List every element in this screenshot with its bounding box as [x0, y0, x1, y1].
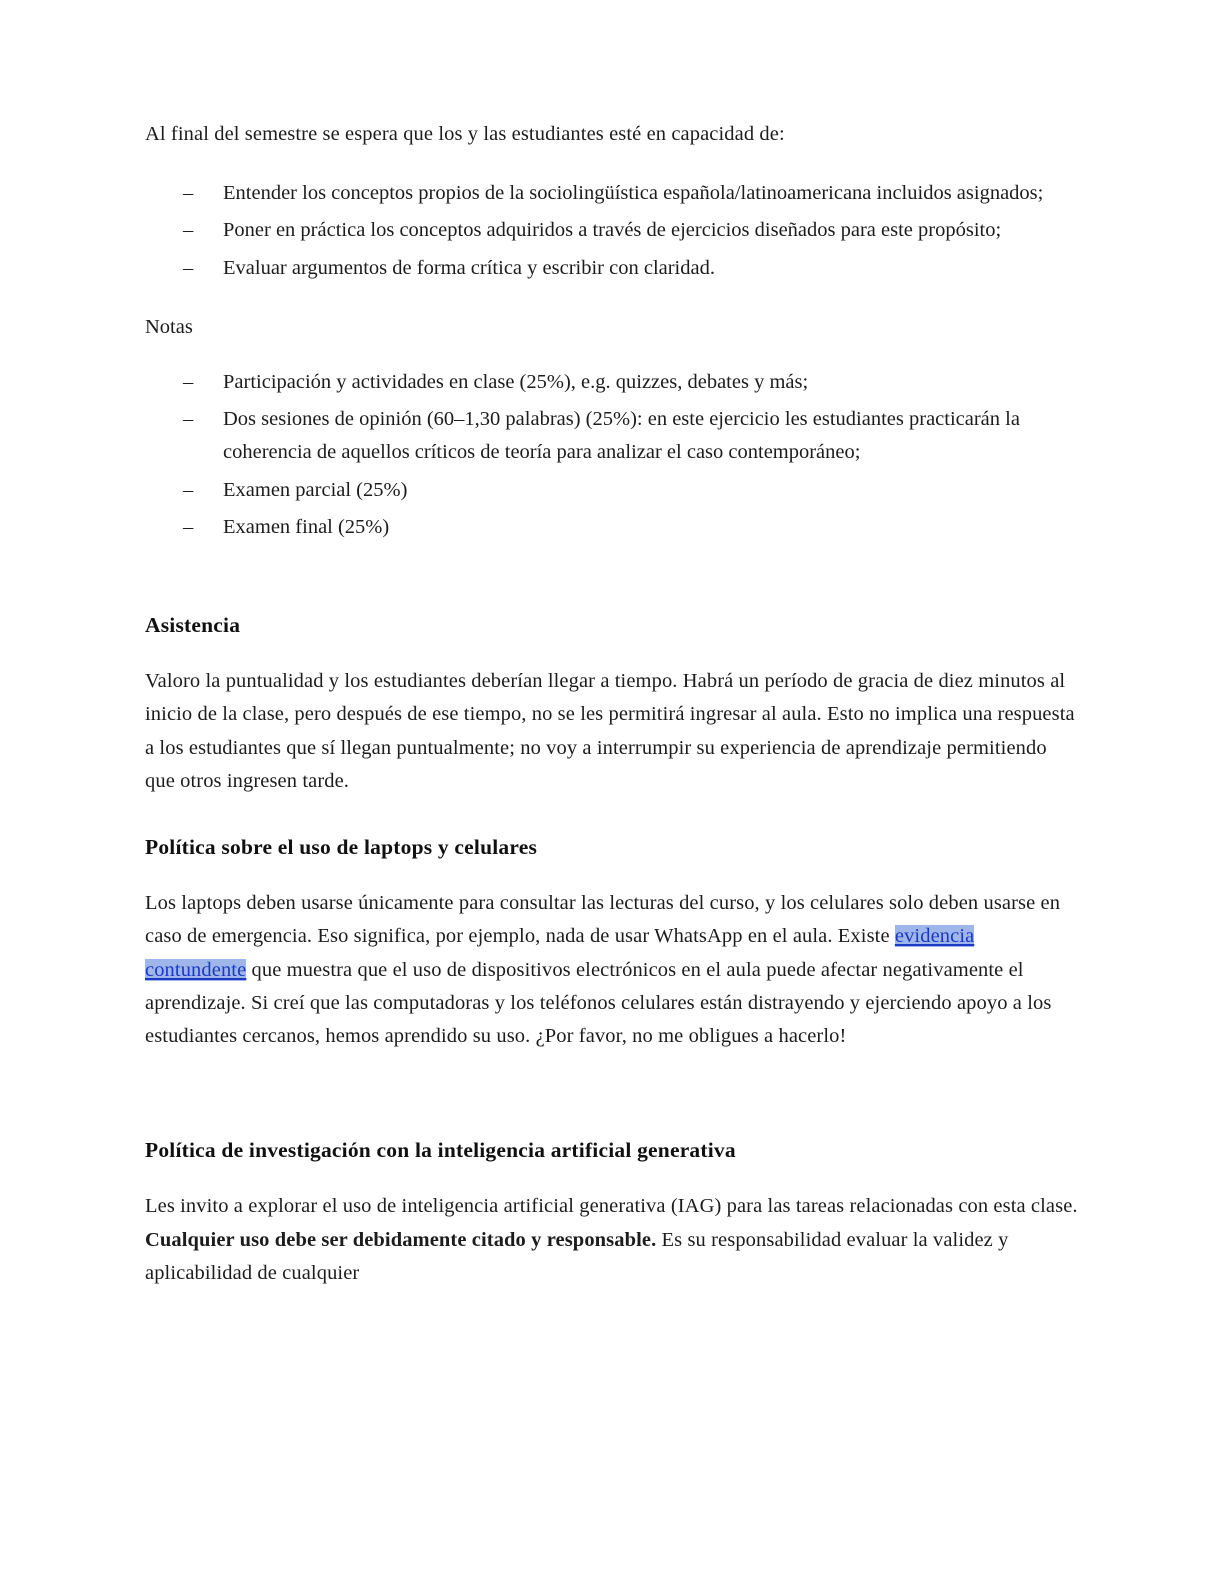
- intro-paragraph: Al final del semestre se espera que los y las estudiantes esté en capacidad de:: [145, 123, 785, 145]
- grading-list: [145, 366, 1080, 544]
- evidence-link[interactable]: evidencia contundente: [145, 925, 975, 981]
- section-spacer-2: [145, 1079, 1080, 1101]
- devices-policy-paragraph: [145, 887, 1080, 1053]
- section-spacer: [145, 570, 1080, 580]
- ai-text-before-bold: Les invito a explorar el uso de inteligencia artificial generativa (IAG) para las tareas relacionadas con esta clase.: [145, 1195, 1078, 1218]
- list-item: – Participación y actividades en clase (25%), e.g. quizzes, debates y más;: [183, 366, 1080, 399]
- objectives-list: [145, 177, 1080, 285]
- attendance-heading: Asistencia: [145, 613, 241, 638]
- attendance-paragraph: Valoro la puntualidad y los estudiantes deberían llegar a tiempo. Habrá un período de gracia de diez minutos al inicio de la clase, pero después de ese tiempo, no se les permitirá ingresar al aula. Esto no implica una respuesta a los estudiantes que sí llegan puntualmente; no voy a interrumpir su experiencia de aprendizaje permitiendo que otros ingresen tarde.: [145, 670, 1075, 792]
- devices-text-before-link: Los laptops deben usarse únicamente para consultar las lecturas del curso, y los celulares solo deben usarse en caso de emergencia. Eso significa, por ejemplo, nada de usar WhatsApp en el aula. Existe: [145, 892, 1061, 948]
- devices-policy-heading: Política sobre el uso de laptops y celulares: [145, 835, 538, 860]
- list-item: – Entender los conceptos propios de la sociolingüística española/latinoamericana incluidos asignados;: [183, 177, 1080, 210]
- ai-text-after-bold: Es su responsabilidad evaluar la validez y aplicabilidad de cualquier: [145, 1228, 1009, 1284]
- devices-text-after-link: que muestra que el uso de dispositivos electrónicos en el aula puede afectar negativamente el aprendizaje. Si creí que las computadoras y los teléfonos celulares están distrayendo y ejerciendo apoyo a los estudiantes cercanos, hemos aprendido su uso. ¿Por favor, no me obligues a hacerlo!: [145, 958, 1052, 1047]
- list-item: – Examen final (25%): [183, 511, 1080, 544]
- ai-policy-paragraph: [145, 1190, 1080, 1290]
- list-item: – Examen parcial (25%): [183, 474, 1080, 507]
- list-item: – Poner en práctica los conceptos adquiridos a través de ejercicios diseñados para este propósito;: [183, 214, 1080, 247]
- list-item: – Dos sesiones de opinión (60–1,30 palabras) (25%): en este ejercicio les estudiantes practicarán la coherencia de aquellos críticos de teoría para analizar el caso contemporáneo;: [183, 403, 1080, 469]
- document-body: [145, 118, 1080, 1290]
- list-item: – Evaluar argumentos de forma crítica y escribir con claridad.: [183, 252, 1080, 285]
- ai-policy-emphasis: Cualquier uso debe ser debidamente citado y responsable.: [145, 1228, 657, 1251]
- grading-label: Notas: [145, 315, 193, 338]
- ai-policy-heading: Política de investigación con la inteligencia artificial generativa: [145, 1138, 736, 1163]
